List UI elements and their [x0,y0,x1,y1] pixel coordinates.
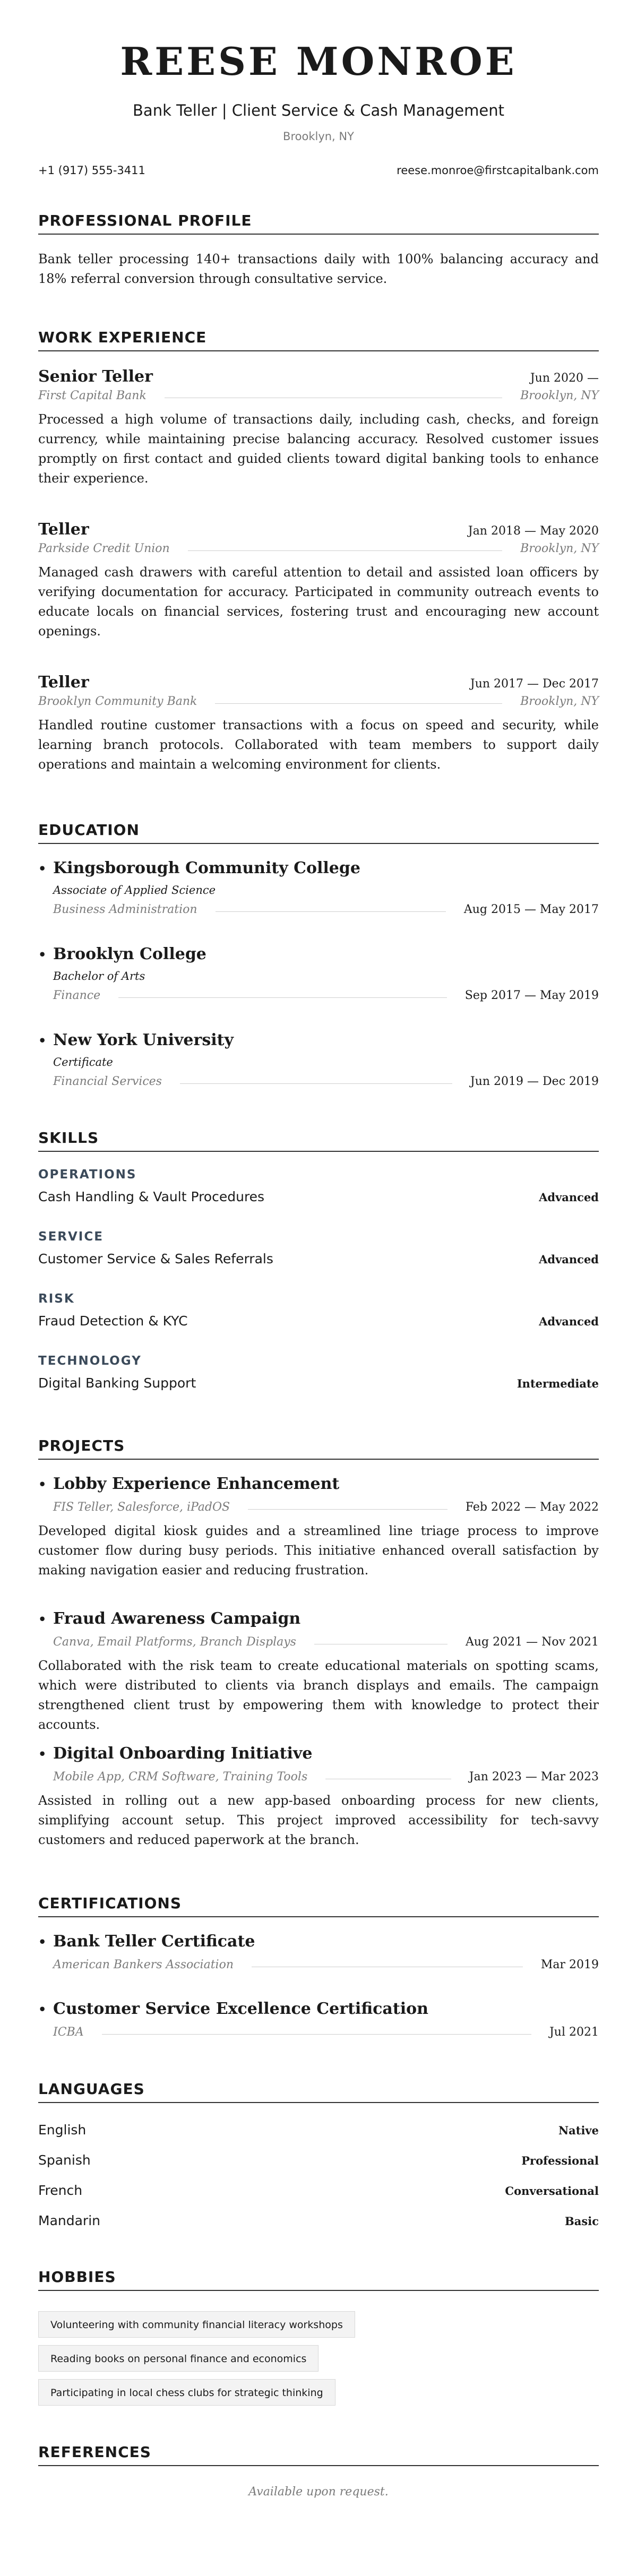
leader-line [216,911,446,912]
project-name: Digital Onboarding Initiative [53,1744,313,1763]
education-item [38,1031,599,1088]
bullet-icon: • [38,1612,47,1627]
language-name: Mandarin [38,2213,100,2228]
section-title-profile: PROFESSIONAL PROFILE [38,213,599,235]
skill-name: Cash Handling & Vault Procedures [38,1189,265,1204]
bullet-icon: • [38,947,47,962]
bullet-icon: • [38,1934,47,1950]
hobby-chip-row [38,2345,599,2372]
language-item [38,2213,599,2228]
bullet-icon: • [38,1477,47,1492]
language-level: Native [558,2124,599,2137]
bullet-icon: • [38,1033,47,1048]
hobby-chip-row [38,2311,599,2338]
leader-line [248,1509,447,1510]
company-name: Parkside Credit Union [38,542,170,555]
skill-level: Advanced [539,1253,599,1266]
skill-group [38,1354,599,1391]
hobby-chip-row [38,2379,599,2406]
language-level: Conversational [505,2184,599,2198]
certification-date: Jul 2021 [549,2026,599,2039]
leader-line [180,1083,452,1084]
project-item [38,1609,599,1735]
section-title-languages: LANGUAGES [38,2082,599,2103]
references-text: Available upon request. [248,2485,389,2499]
project-description: Developed digital kiosk guides and a streamlined line triage process to improve customer flow during busy periods. This initiative enhanced overall satisfaction by making navigation easier and reducing frustration. [38,1523,599,1578]
leader-line [102,2034,531,2035]
bullet-icon: • [38,861,47,876]
education-item [38,945,599,1002]
certification-issuer: ICBA [53,2026,84,2039]
job-location: Brooklyn, NY [520,695,599,708]
leader-line [215,703,502,704]
skill-level: Advanced [539,1315,599,1328]
education-dates: Jun 2019 — Dec 2019 [470,1075,599,1088]
skill-name: Fraud Detection & KYC [38,1313,188,1329]
company-name: First Capital Bank [38,389,147,402]
skill-group [38,1230,599,1267]
project-name: Fraud Awareness Campaign [53,1609,301,1628]
skill-name: Digital Banking Support [38,1375,196,1391]
job-description: Handled routine customer transactions with a focus on speed and security, while learning branch protocols. Collaborated with team members to support daily operations and maintain a welcoming environment for clients. [38,718,599,772]
certification-item [38,2000,599,2039]
skill-group [38,1292,599,1329]
field-of-study: Business Administration [53,903,197,916]
section-title-experience: WORK EXPERIENCE [38,330,599,351]
leader-line [188,550,502,551]
job-location: Brooklyn, NY [520,389,599,402]
certification-name: Customer Service Excellence Certification [53,2000,428,2018]
skill-level: Advanced [539,1191,599,1204]
skill-group [38,1168,599,1204]
certification-date: Mar 2019 [540,1958,599,1971]
experience-item [38,520,599,641]
candidate-location: Brooklyn, NY [283,130,354,143]
school-name: Brooklyn College [53,945,206,963]
job-title: Senior Teller [38,367,153,386]
contact-row [38,165,599,176]
job-dates: Jan 2018 — May 2020 [468,524,599,538]
job-title: Teller [38,520,89,539]
education-dates: Aug 2015 — May 2017 [463,903,599,916]
profile-summary: Bank teller processing 140+ transactions daily with 100% balancing accuracy and 18% referral conversion through consultative service. [38,252,599,286]
experience-item [38,367,599,488]
project-item [38,1744,599,1850]
certification-issuer: American Bankers Association [53,1958,234,1971]
job-dates: Jun 2017 — Dec 2017 [470,677,599,691]
section-title-education: EDUCATION [38,823,599,844]
skill-category: TECHNOLOGY [38,1354,142,1368]
company-name: Brooklyn Community Bank [38,695,197,708]
language-item [38,2183,599,2198]
skill-name: Customer Service & Sales Referrals [38,1251,273,1267]
skill-category: OPERATIONS [38,1168,137,1182]
project-description: Assisted in rolling out a new app-based onboarding process for new clients, simplifying account setup. This project improved accessibility for tech-savvy customers and reduced paperwork at the branch. [38,1793,599,1847]
job-location: Brooklyn, NY [520,542,599,555]
skill-category: SERVICE [38,1230,104,1244]
language-name: French [38,2183,83,2198]
section-title-hobbies: HOBBIES [38,2270,599,2291]
school-name: New York University [53,1031,234,1049]
candidate-name: REESE MONROE [120,39,517,84]
school-name: Kingsborough Community College [53,859,360,877]
section-title-certifications: CERTIFICATIONS [38,1896,599,1917]
project-dates: Aug 2021 — Nov 2021 [465,1635,599,1649]
certification-name: Bank Teller Certificate [53,1932,255,1951]
job-description: Processed a high volume of transactions daily, including cash, checks, and foreign currency, while maintaining precise balancing accuracy. Resolved customer issues promptly on first contact and guided clients toward digital banking tools to enhance their experience. [38,412,599,486]
language-name: Spanish [38,2152,91,2168]
hobby-chip: Reading books on personal finance and economics [38,2345,318,2372]
education-dates: Sep 2017 — May 2019 [464,989,599,1002]
field-of-study: Financial Services [53,1075,162,1088]
phone-number: +1 (917) 555-3411 [38,164,145,177]
job-dates: Jun 2020 — [530,372,599,385]
candidate-tagline: Bank Teller | Client Service & Cash Management [133,101,504,119]
language-item [38,2122,599,2138]
education-item [38,859,599,916]
bullet-icon: • [38,2002,47,2017]
email-address: reese.monroe@firstcapitalbank.com [397,164,599,177]
degree-name: Bachelor of Arts [53,970,145,983]
project-dates: Jan 2023 — Mar 2023 [469,1770,599,1784]
hobby-chip: Participating in local chess clubs for strategic thinking [38,2379,335,2406]
job-description: Managed cash drawers with careful attention to detail and assisted loan officers by verifying documentation for accuracy. Participated in community outreach events to educate locals on financial services, fostering trust and encouraging new account openings. [38,565,599,639]
certification-item [38,1932,599,1971]
project-dates: Feb 2022 — May 2022 [465,1501,599,1514]
hobby-chip: Volunteering with community financial literacy workshops [38,2311,355,2338]
degree-name: Associate of Applied Science [53,884,216,897]
section-title-projects: PROJECTS [38,1438,599,1460]
project-name: Lobby Experience Enhancement [53,1475,340,1493]
field-of-study: Finance [53,989,101,1002]
bullet-icon: • [38,1746,47,1762]
language-level: Professional [521,2154,599,2167]
language-name: English [38,2122,87,2138]
job-title: Teller [38,673,89,692]
skill-category: RISK [38,1292,75,1306]
section-title-skills: SKILLS [38,1131,599,1152]
leader-line [118,997,447,998]
language-item [38,2152,599,2168]
degree-name: Certificate [53,1056,113,1069]
project-tools: Mobile App, CRM Software, Training Tools [53,1770,308,1784]
section-title-references: REFERENCES [38,2445,599,2466]
language-level: Basic [565,2215,599,2228]
project-item [38,1475,599,1580]
experience-item [38,673,599,774]
project-tools: Canva, Email Platforms, Branch Displays [53,1635,296,1649]
skill-level: Intermediate [517,1377,599,1390]
project-tools: FIS Teller, Salesforce, iPadOS [53,1501,230,1514]
project-description: Collaborated with the risk team to create educational materials on spotting scams, which were distributed to clients via branch displays and emails. The campaign strengthened client trust by empowering them with knowledge to protect their accounts. [38,1658,599,1732]
